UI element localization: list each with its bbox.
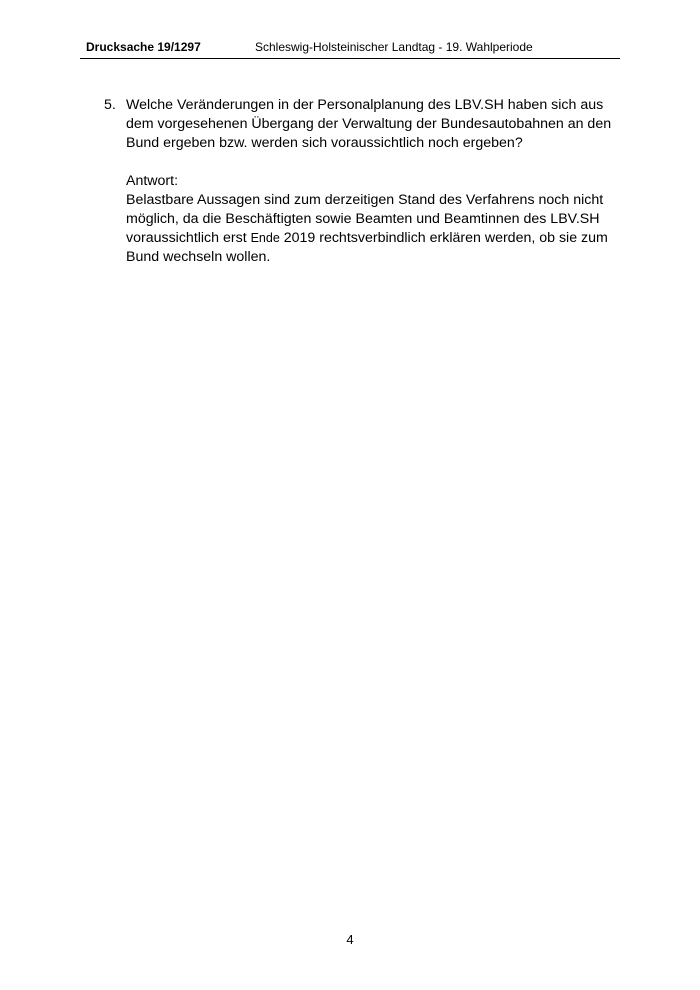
answer-text-part3: 2019 rechtsverbindlich erklären werden, ob sie zum Bund wechseln wollen. [126,230,608,265]
answer-block [126,172,626,267]
page-number: 4 [346,932,354,947]
answer-text [126,191,626,267]
answer-label: Antwort: [126,173,179,189]
question-text: Welche Veränderungen in der Personalplanung des LBV.SH haben sich aus dem vorgesehenen Übergang der Verwaltung der Bundesautobahnen an den Bund ergeben bzw. werden sich voraussichtlich noch ergeben? [126,97,612,151]
answer-text-part2: Ende [250,231,280,245]
page-header [80,38,620,59]
answer-text-part1: Belastbare Aussagen sind zum derzeitigen Stand des Verfahrens noch nicht möglich, da die Beschäftigten sowie Beamten und Beamtinnen des LBV.SH voraussichtlich erst [126,192,604,246]
parliament-period: Schleswig-Holsteinischer Landtag - 19. Wahlperiode [255,40,533,54]
document-number: Drucksache 19/1297 [86,40,201,54]
question-number: 5. [104,97,116,113]
question-block [104,96,624,153]
